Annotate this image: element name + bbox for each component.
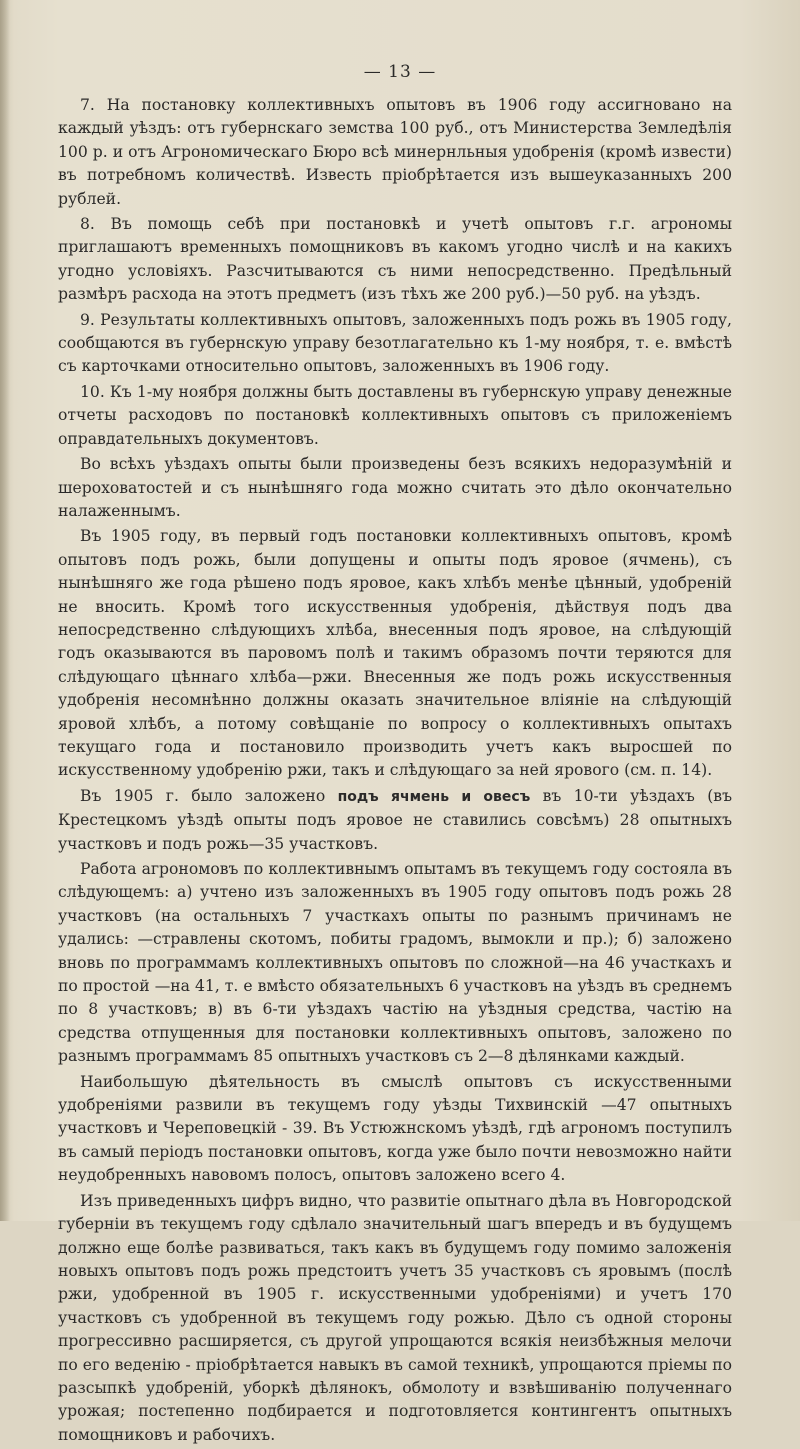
paragraph-8: 8. Въ помощь себѣ при постановкѣ и учетѣ опытовъ г.г. агрономы приглашаютъ временныхъ помощниковъ въ какомъ угодно числѣ и на какихъ угодно условіяхъ. Разсчитываются съ ними непосредственно. Предѣльный размѣръ расхода на этотъ предметъ (изъ тѣхъ же 200 руб.)—50 руб. на уѣздъ. [58,215,732,304]
paragraph-9: 9. Результаты коллективныхъ опытовъ, заложенныхъ подъ рожь въ 1905 году, сообщаются въ губернскую управу безотлагательно къ 1-му ноября, т. е. вмѣстѣ съ карточками относительно опытовъ, заложенныхъ въ 1906 году. [58,310,732,376]
emphasized-phrase: подъ ячмень и овесъ [337,788,531,805]
binding-shadow [0,0,10,1221]
paragraph-conclusion: Изъ приведенныхъ цифръ видно, что развитіе опытнаго дѣла въ Новгородской губерніи въ текущемъ году сдѣлало значительный шагъ впередъ и въ будущемъ должно еще болѣе развиваться, такъ какъ въ будущемъ году помимо заложенія новыхъ опытовъ подъ рожь предстоитъ учетъ 35 участковъ съ яровымъ (послѣ ржи, удобренной въ 1905 г. искусственными удобреніями) и учетъ 170 участковъ съ удобренной въ текущемъ году рожью. Дѣло съ одной стороны прогрессивно расширяется, съ другой упрощаются всякія неизбѣжныя мелочи по его веденію - пріобрѣтается навыкъ въ самой техникѣ, упрощаются пріемы по разсыпкѣ удобреній, уборкѣ дѣлянокъ, обмолоту и взвѣшиванію полученнаго урожая; постепенно подбирается и подготовляется контингентъ опытныхъ помощниковъ и рабочихъ. [58,1191,732,1444]
paragraph-10: 10. Къ 1-му ноября должны быть доставлены въ губернскую управу денежные отчеты расходовъ по постановкѣ коллективныхъ опытовъ съ приложеніемъ оправдательныхъ документовъ. [58,382,732,448]
paragraph-1905-first-year: Въ 1905 году, въ первый годъ постановки коллективныхъ опытовъ, кромѣ опытовъ подъ рожь, были допущены и опыты подъ яровое (ячмень), съ нынѣшняго же года рѣшено подъ яровое, какъ хлѣбъ менѣе цѣнный, удобреній не вносить. Кромѣ того искусственныя удобренія, дѣйствуя подъ два непосредственно слѣдующихъ хлѣба, внесенныя подъ яровое, на слѣдующій годъ оказываются въ паровомъ полѣ и такимъ образомъ почти теряются для слѣдующаго цѣннаго хлѣба—ржи. Внесенныя же подъ рожь искусственныя удобренія несомнѣнно должны оказать значительное вліяніе на слѣдующій яровой хлѣбъ, а потому совѣщаніе по вопросу о коллективныхъ опытахъ текущаго года и постановило производить учетъ какъ выросшей по искусственному удобренію ржи, такъ и слѣдующаго за ней ярового (см. п. 14). [58,527,732,780]
paragraph-greatest-activity: Наибольшую дѣятельность въ смыслѣ опытовъ съ искусственными удобреніями развили въ текущемъ году уѣзды Тихвинскій —47 опытныхъ участковъ и Череповецкій - 39. Въ Устюжнскомъ уѣздѣ, гдѣ агрономъ поступилъ въ самый періодъ постановки опытовъ, когда уже было почти невозможно найти неудобренныхъ навовомъ полосъ, опытовъ заложено всего 4. [58,1072,732,1185]
paragraph-1905-plots: Въ 1905 г. было заложено подъ ячмень и овесъ въ 10-ти уѣздахъ (въ Крестецкомъ уѣздѣ опыты подъ яровое не ставились совсѣмъ) 28 опытныхъ участковъ и подъ рожь—35 участковъ. [58,786,732,853]
body-text [58,94,732,1449]
page-number: — 13 — [363,62,437,82]
paragraph-7: 7. На постановку коллективныхъ опытовъ въ 1906 году ассигновано на каждый уѣздъ: отъ губернскаго земства 100 руб., отъ Министерства Земледѣлія 100 р. и отъ Агрономическаго Бюро всѣ минернльныя удобренія (кромѣ извести) въ потребномъ количествѣ. Известь пріобрѣтается изъ вышеуказанныхъ 200 рублей. [58,96,732,208]
paragraph-all-uezds: Во всѣхъ уѣздахъ опыты были произведены безъ всякихъ недоразумѣній и шероховатостей и съ нынѣшняго года можно считать это дѣло окончательно налаженнымъ. [58,455,732,520]
paragraph-agronomist-work: Работа агрономовъ по коллективнымъ опытамъ въ текущемъ году состояла въ слѣдующемъ: а) учтено изъ заложенныхъ въ 1905 году опытовъ подъ рожь 28 участковъ (на остальныхъ 7 участкахъ опыты по разнымъ причинамъ не удались: —стравлены скотомъ, побиты градомъ, вымокли и пр.); б) заложено вновь по программамъ коллективныхъ опытовъ по сложной—на 46 участкахъ и по простой —на 41, т. е вмѣсто обязательныхъ 6 участковъ на уѣздъ въ среднемъ по 8 участковъ; в) въ 6-ти уѣздахъ частію на уѣздныя средства, частію на средства отпущенныя для постановки коллективныхъ опытовъ, заложено по разнымъ программамъ 85 опытныхъ участковъ съ 2—8 дѣлянками каждый. [58,860,732,1066]
